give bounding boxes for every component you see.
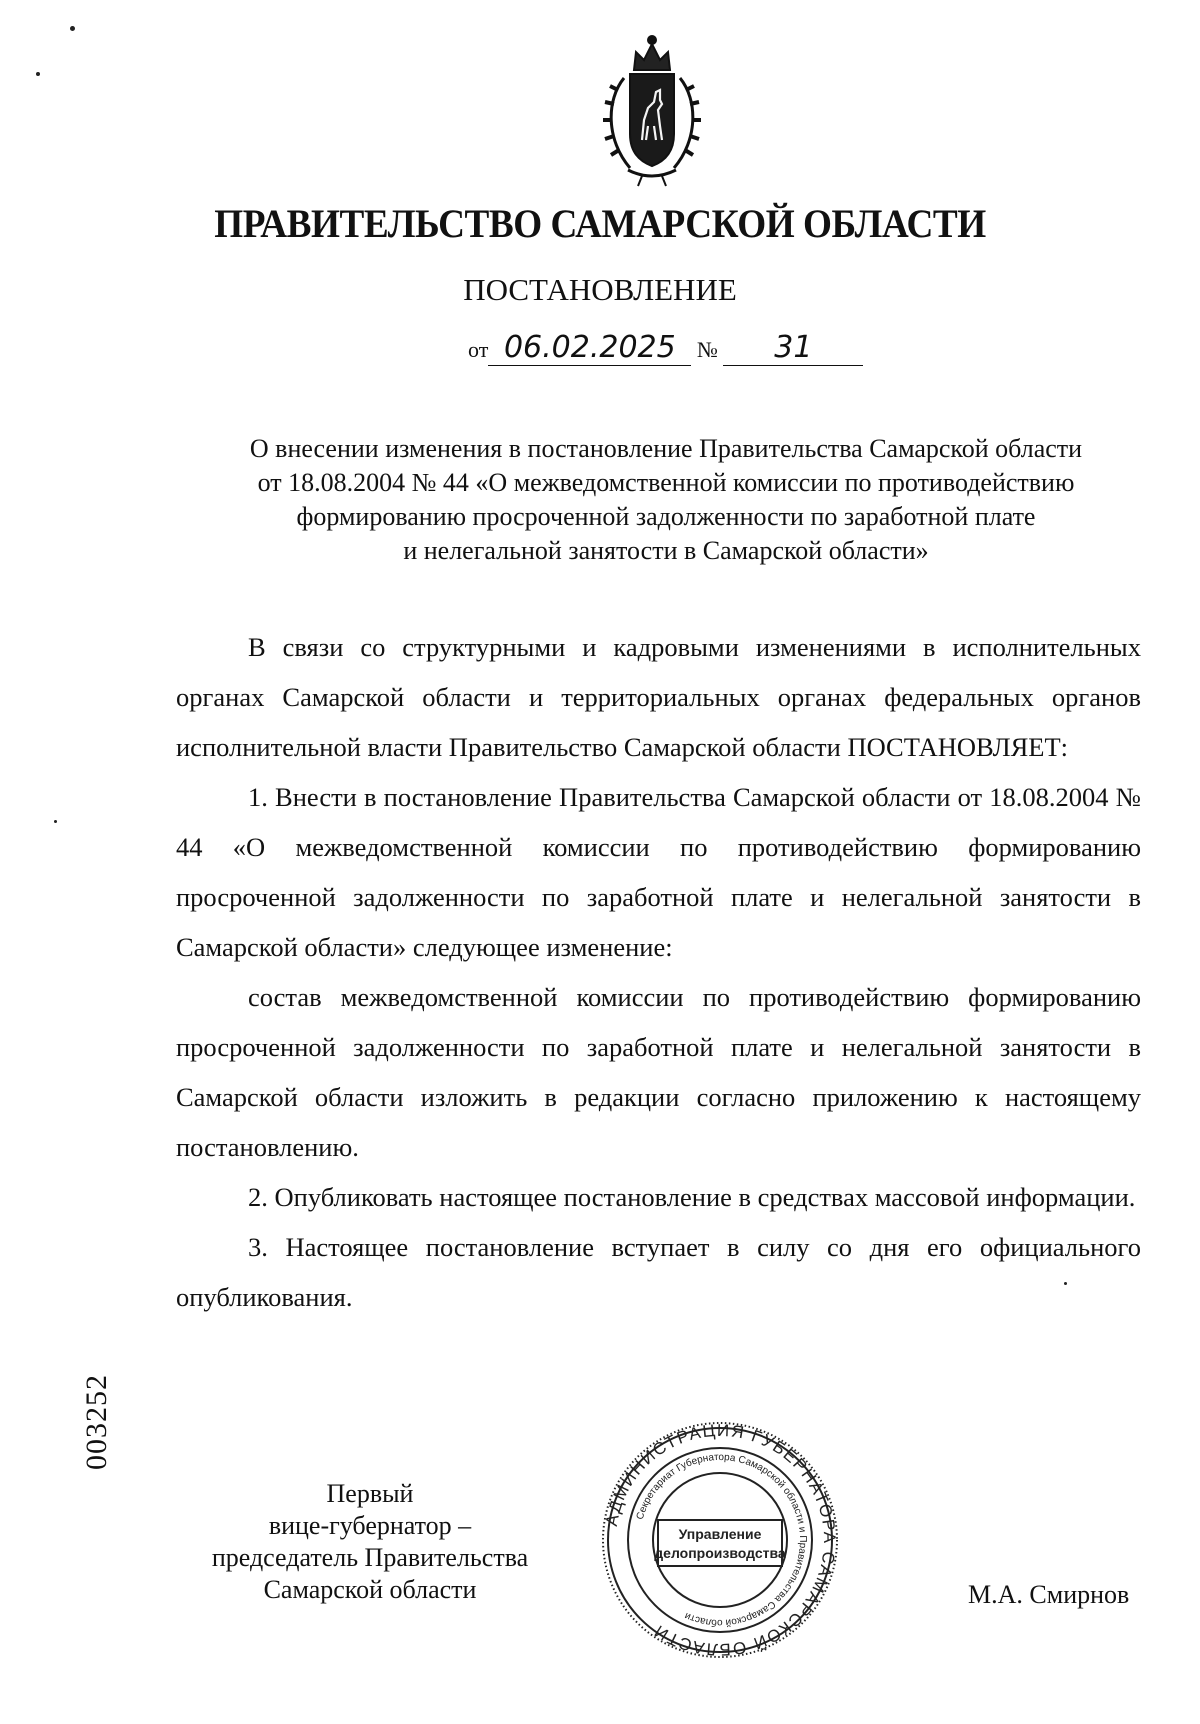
- scan-speck: [36, 72, 40, 76]
- subject-line: О внесении изменения в постановление Правительства Самарской области: [249, 434, 1083, 463]
- document-subject: [176, 432, 1156, 568]
- scan-speck: [70, 26, 75, 31]
- signer-line: Самарской области: [263, 1575, 477, 1604]
- document-number: 31: [723, 330, 863, 366]
- document-date: 06.02.2025: [488, 330, 691, 366]
- signer-name: М.А. Смирнов: [968, 1580, 1130, 1609]
- subject-line: и нелегальной занятости в Самарской области»: [403, 536, 929, 565]
- subject-line: от 18.08.2004 № 44 «О межведомственной комиссии по противодействию: [257, 468, 1075, 497]
- date-number-line: [468, 330, 863, 366]
- stamp-inner-text: Секретариат Губернатора Самарской области и Правительства Самарской области: [634, 1451, 809, 1629]
- stamp-center-line2: делопроизводства: [654, 1545, 786, 1561]
- stamp-outer-text: АДМИНИСТРАЦИЯ ГУБЕРНАТОРА САМАРСКОЙ ОБЛАСТИ: [601, 1420, 840, 1660]
- body-paragraph: 2. Опубликовать настоящее постановление в средствах массовой информации.: [248, 1182, 1136, 1212]
- scan-speck: [1064, 1282, 1067, 1285]
- signer-position: [200, 1478, 540, 1606]
- coat-of-arms-icon: [590, 30, 714, 190]
- official-stamp: [600, 1420, 840, 1660]
- number-prefix: №: [696, 337, 718, 362]
- stamp-center-line1: Управление: [678, 1526, 762, 1542]
- document-body: [176, 622, 1141, 1322]
- body-paragraph: 3. Настоящее постановление вступает в силу со дня его официального опубликования.: [176, 1232, 1141, 1312]
- signer-line: вице-губернатор –: [268, 1511, 472, 1540]
- body-paragraph: состав межведомственной комиссии по противодействию формированию просроченной задолженности по заработной плате и нелегальной занятости в Самарской области изложить в редакции согласно приложению к настоящему постановлению.: [176, 982, 1141, 1162]
- date-prefix: от: [468, 337, 489, 362]
- government-title: ПРАВИТЕЛЬСТВО САМАРСКОЙ ОБЛАСТИ: [214, 201, 986, 246]
- subject-line: формированию просроченной задолженности по заработной плате: [296, 502, 1036, 531]
- body-paragraph: В связи со структурными и кадровыми изменениями в исполнительных органах Самарской области и территориальных органах федеральных органов исполнительной власти Правительство Самарской области ПОСТАНОВЛЯЕТ:: [176, 632, 1141, 762]
- serial-number: 003252: [80, 1374, 113, 1470]
- signer-line: председатель Правительства: [211, 1543, 529, 1572]
- body-paragraph: 1. Внести в постановление Правительства Самарской области от 18.08.2004 № 44 «О межведомственной комиссии по противодействию формированию просроченной задолженности по заработной плате и нелегальной занятости в Самарской области» следующее изменение:: [176, 782, 1141, 962]
- scan-speck: [54, 820, 57, 823]
- document-type: ПОСТАНОВЛЕНИЕ: [463, 272, 737, 307]
- signer-line: Первый: [326, 1479, 414, 1508]
